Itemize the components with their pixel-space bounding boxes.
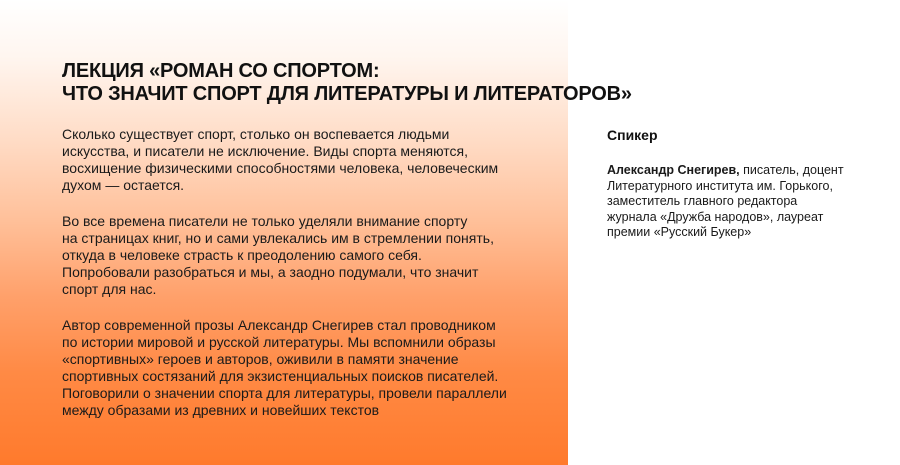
text-line: Поговорили о значении спорта для литературы, провели параллели — [62, 385, 507, 401]
speaker-line: журнала «Дружба народов», лауреат — [607, 209, 824, 224]
lecture-description — [62, 126, 542, 438]
text-line: восхищение физическими способностями человека, человеческим — [62, 160, 499, 176]
text-line: Во все времена писатели не только уделяли внимание спорту — [62, 213, 468, 229]
title-line-2: ЧТО ЗНАЧИТ СПОРТ ДЛЯ ЛИТЕРАТУРЫ И ЛИТЕРАТОРОВ» — [62, 83, 632, 105]
speaker-description — [607, 163, 877, 241]
title-line-1: ЛЕКЦИЯ «РОМАН СО СПОРТОМ: — [62, 60, 380, 82]
speaker-heading: Спикер — [607, 127, 658, 143]
speaker-role: писатель, доцент — [739, 163, 844, 177]
speaker-line: премии «Русский Букер» — [607, 225, 752, 239]
text-line: духом — остается. — [62, 177, 185, 193]
text-line: искусства, и писатели не исключение. Виды спорта меняются, — [62, 143, 469, 159]
text-line: спорт для нас. — [62, 281, 157, 297]
text-line: на страницах книг, но и сами увлекались им в стремлении понять, — [62, 230, 494, 246]
speaker-block — [607, 127, 877, 241]
text-line: Попробовали разобраться и мы, а заодно подумали, что значит — [62, 264, 479, 280]
text-line: между образами из древних и новейших текстов — [62, 402, 380, 418]
speaker-line: Литературного института им. Горького, — [607, 178, 833, 193]
text-line: спортивных состязаний для экзистенциальных поисков писателей. — [62, 368, 499, 384]
lecture-title — [62, 60, 662, 106]
speaker-line: заместитель главного редактора — [607, 194, 798, 208]
text-line: Сколько существует спорт, столько он воспевается людьми — [62, 126, 450, 142]
text-line: «спортивных» героев и авторов, оживили в памяти значение — [62, 351, 459, 367]
description-paragraph-2 — [62, 213, 542, 298]
description-paragraph-1 — [62, 126, 542, 194]
speaker-name: Александр Снегирев, — [607, 163, 740, 177]
text-line: Автор современной прозы Александр Снегирев стал проводником — [62, 317, 496, 333]
text-line: откуда в человеке страсть к преодолению самого себя. — [62, 247, 422, 263]
description-paragraph-3 — [62, 317, 542, 419]
speaker-first-line — [607, 163, 877, 179]
text-line: по истории мировой и русской литературы. Мы вспомнили образы — [62, 334, 496, 350]
